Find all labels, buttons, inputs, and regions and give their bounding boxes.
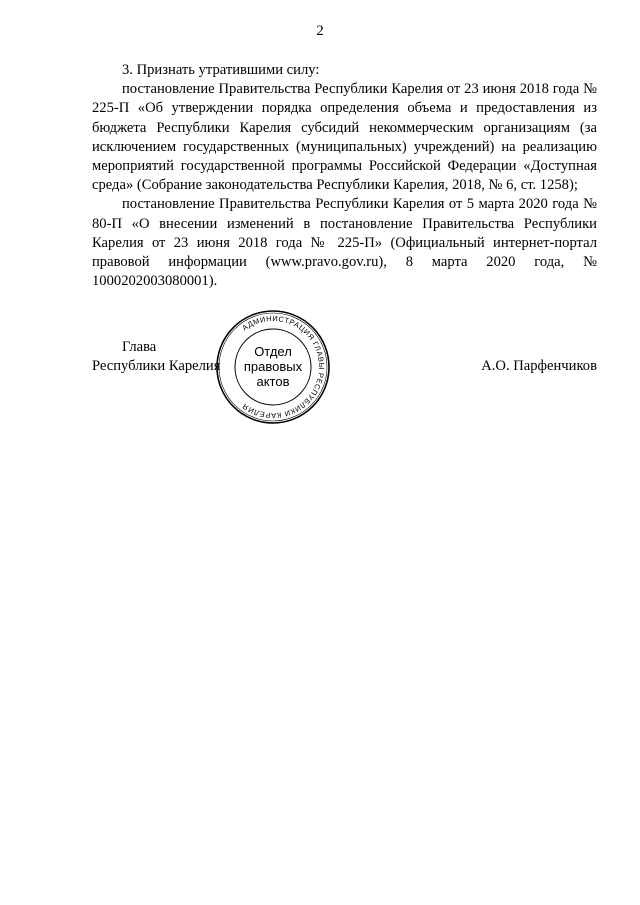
page-number: 2	[316, 23, 324, 39]
signatory-name: А.О. Парфенчиков	[481, 358, 597, 374]
paragraph-resolution-225: постановление Правительства Республики Карелия от 23 июня 2018 года № 225-П «Об утверждении порядка определения объема и предоставления из бюджета Республики Карелия субсидий некоммерческим организациям (за исключением государственных (муниципальных) учреждений) на реализацию мероприятий государственной программы Российской Федерации «Доступная среда» (Собрание законодательства Республики Карелия, 2018, № 6, ст. 1258);	[92, 81, 597, 194]
signatory-title-line1: Глава	[122, 339, 157, 355]
signatory-title-line2: Республики Карелия	[92, 358, 221, 374]
paragraph-resolution-80: постановление Правительства Республики Карелия от 5 марта 2020 года № 80-П «О внесении изменений в постановление Правительства Республики Карелия от 23 июня 2018 года № 225-П» (Официальный интернет-портал правовой информации (www.pravo.gov.ru), 8 марта 2020 года, № 1000202003080001).	[92, 196, 597, 290]
official-stamp	[214, 308, 332, 426]
stamp-center-line-2: правовых	[243, 359, 303, 374]
paragraph-item-3: 3. Признать утратившими силу:	[122, 62, 320, 78]
stamp-center-line-3: актов	[256, 374, 290, 389]
stamp-graphic	[214, 308, 332, 426]
signature-block	[92, 338, 597, 398]
stamp-center-line-1: Отдел	[254, 344, 292, 359]
stamp-ring-text: АДМИНИСТРАЦИЯ ГЛАВЫ РЕСПУБЛИКИ КАРЕЛИЯ	[240, 313, 327, 421]
document-body	[92, 61, 597, 291]
